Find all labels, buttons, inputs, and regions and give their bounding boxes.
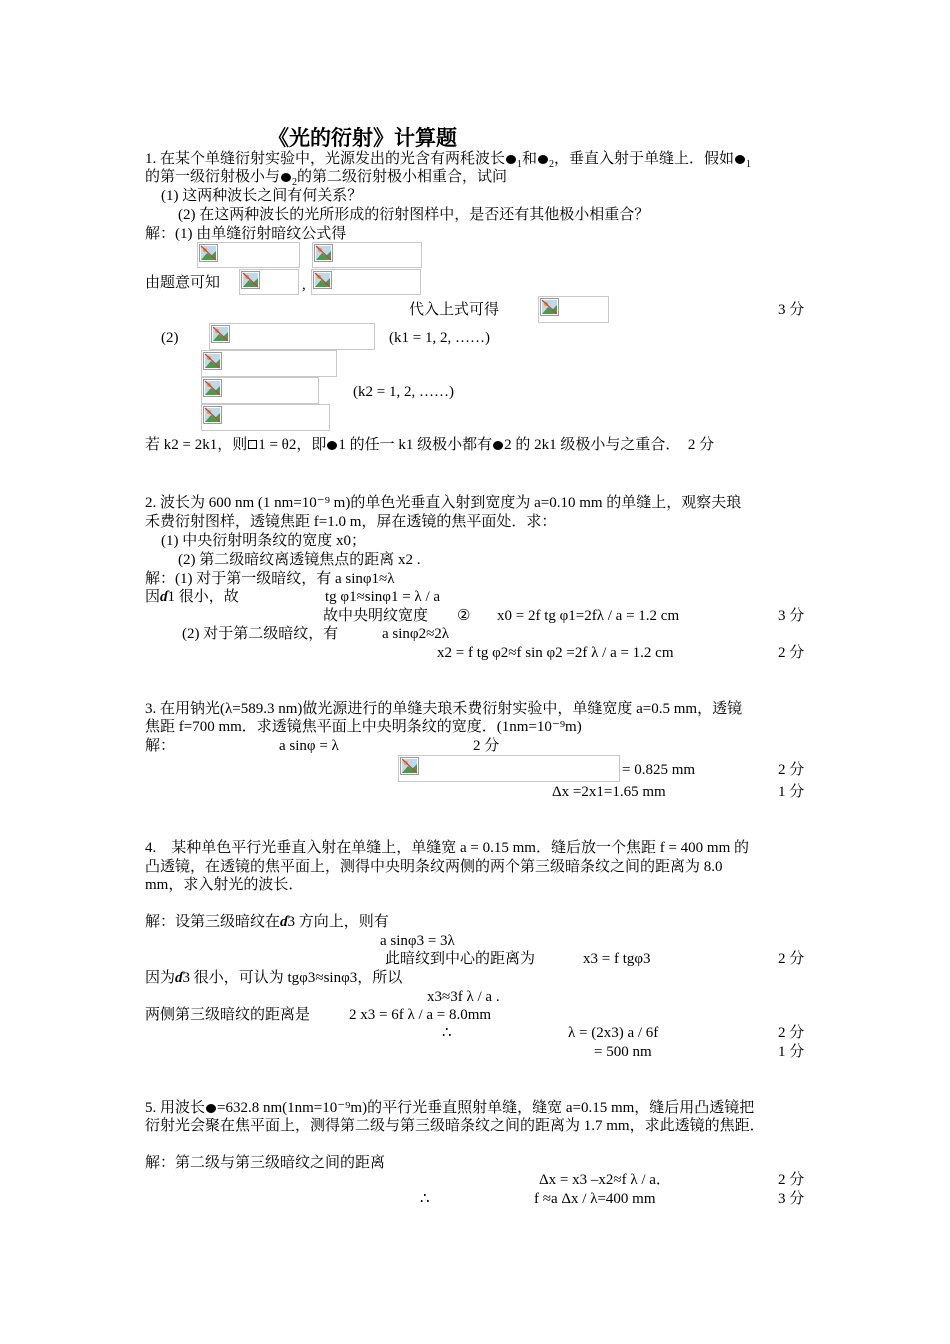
broken-image-icon xyxy=(203,406,222,424)
lambda-glyph-icon xyxy=(206,1104,216,1113)
theta-glyph-icon xyxy=(248,440,257,449)
score: 1 分 xyxy=(778,784,805,800)
broken-image-icon xyxy=(314,244,333,262)
broken-image-icon xyxy=(241,271,260,289)
p1-given-label: 由题意可知 xyxy=(145,275,221,291)
formula-image xyxy=(312,242,422,268)
p1-substitute-label: 代入上式可得 xyxy=(409,302,500,318)
p2-solution-1: 解：(1) 对于第一级暗纹，有 a sinφ1≈λ xyxy=(145,571,395,587)
p4-question-line1: 4. 某种单色平行光垂直入射在单缝上，单缝宽 a = 0.15 mm．缝后放一个焦距 f = 400 mm 的 xyxy=(145,840,749,856)
p3-value: = 0.825 mm xyxy=(622,762,696,778)
formula-image xyxy=(201,404,330,431)
broken-image-icon xyxy=(203,379,222,397)
p1-conclusion: 若 k2 = 2k1，则 1 = θ2，即 1 的任一 k1 级极小都有 2 的 2k1 级极小与之重合． 2 分 xyxy=(145,437,715,453)
lambda-glyph-icon xyxy=(735,155,745,164)
broken-image-icon xyxy=(211,325,230,343)
lambda-glyph-icon xyxy=(281,173,291,182)
p4-eq1: a sinφ3 = 3λ xyxy=(380,933,455,949)
p2-tg-equation: tg φ1≈sinφ1 = λ / a xyxy=(325,589,441,605)
p1-part1: (1) 这两种波长之间有何关系？ xyxy=(161,188,363,204)
formula-image xyxy=(201,350,337,377)
score: 2 分 xyxy=(778,1172,805,1188)
broken-image-icon xyxy=(313,271,332,289)
broken-image-icon xyxy=(199,244,218,262)
p5-question-line1: 5. 用波长 =632.8 nm(1nm=10⁻⁹m)的平行光垂直照射单缝，缝宽 a=0.15 mm，缝后用凸透镜把 xyxy=(145,1100,755,1116)
p3-question-line1: 3. 在用钠光(λ=589.3 nm)做光源进行的单缝夫琅禾费衍射实验中，单缝宽度 a=0.5 mm，透镜 xyxy=(145,701,743,717)
p5-delta-eq: Δx = x3 –x2≈f λ / a． xyxy=(539,1172,671,1188)
p1-solution-1: 解：(1) 由单缝衍射暗纹公式得 xyxy=(145,226,347,242)
phi-glyph-icon: ɗ xyxy=(160,589,168,605)
p3-question-line2: 焦距 f=700 mm．求透镜焦平面上中央明条纹的宽度．(1nm=10⁻⁹m) xyxy=(145,719,582,735)
score: 1 分 xyxy=(778,1044,805,1060)
therefore-symbol: ∴ xyxy=(420,1191,430,1207)
p1-question-line2: 的第一级衍射极小与 $_2$的第二级衍射极小相重合，试问 xyxy=(145,169,508,188)
formula-image xyxy=(398,755,620,782)
p2-solution-2-eq: a sinφ2≈2λ xyxy=(382,626,450,642)
p2-part2: (2) 第二级暗纹离透镜焦点的距离 x2 . xyxy=(178,552,421,568)
p4-question-line2: 凸透镜，在透镜的焦平面上，测得中央明条纹两侧的两个第三级暗条纹之间的距离为 8.0 xyxy=(145,859,723,875)
p4-distance-eq: x3 = f tgφ3 xyxy=(583,951,651,967)
p3-delta: Δx =2x1=1.65 mm xyxy=(552,784,666,800)
phi-glyph-icon: ɗ xyxy=(175,970,183,986)
formula-image xyxy=(239,269,299,295)
p5-f-eq: f ≈a Δx / λ=400 mm xyxy=(534,1191,656,1207)
therefore-symbol: ∴ xyxy=(442,1025,452,1041)
p1-comma: , xyxy=(302,277,306,293)
p2-because: 因ɗ1 很小，故 xyxy=(145,589,239,605)
delta-glyph-icon: ② xyxy=(457,608,471,624)
p5-question-line2: 衍射光会聚在焦平面上，测得第二级与第三级暗条纹之间的距离为 1.7 mm，求此透镜的焦距． xyxy=(145,1118,765,1134)
p3-solution-eq: a sinφ = λ xyxy=(279,738,339,754)
p4-question-line3: mm，求入射光的波长． xyxy=(145,877,304,893)
broken-image-icon xyxy=(540,298,559,316)
formula-image xyxy=(209,323,375,350)
score: 3 分 xyxy=(778,302,805,318)
score: 2 分 xyxy=(778,645,805,661)
p4-solution-1: 解：设第三级暗纹在ɗ3 方向上，则有 xyxy=(145,914,389,930)
p2-width-label: 故中央明纹宽度 xyxy=(323,608,429,624)
broken-image-icon xyxy=(400,757,419,775)
page-title: 《光的衍射》计算题 xyxy=(268,126,457,150)
score: 3 分 xyxy=(778,1191,805,1207)
p4-distance-label: 此暗纹到中心的距离为 xyxy=(385,951,536,967)
score: 2 分 xyxy=(778,951,805,967)
p4-both-eq: 2 x3 = 6f λ / a = 8.0mm xyxy=(349,1007,492,1023)
formula-image xyxy=(538,296,609,323)
p4-because: 因为ɗ3 很小，可认为 tgφ3≈sinφ3，所以 xyxy=(145,970,403,986)
formula-image xyxy=(197,242,300,268)
p2-question-line1: 2. 波长为 600 nm (1 nm=10⁻⁹ m)的单色光垂直入射到宽度为 a=0.10 mm 的单缝上，观察夫琅 xyxy=(145,495,742,511)
p4-lambda-eq: λ = (2x3) a / 6f xyxy=(568,1025,659,1041)
lambda-glyph-icon xyxy=(506,155,516,164)
p3-solution-label: 解： xyxy=(145,738,176,754)
score: 3 分 xyxy=(778,608,805,624)
p1-k2-range: (k2 = 1, 2, ……) xyxy=(353,384,454,400)
p5-solution-1: 解：第二级与第三级暗纹之间的距离 xyxy=(145,1155,386,1171)
score: 2 分 xyxy=(473,738,500,754)
p4-approx: x3≈3f λ / a . xyxy=(427,989,500,1005)
lambda-glyph-icon xyxy=(538,155,548,164)
p2-part1: (1) 中央衍射明条纹的宽度 x0； xyxy=(161,533,366,549)
lambda-glyph-icon xyxy=(327,441,337,450)
p2-question-line2: 禾费衍射图样，透镜焦距 f=1.0 m，屏在透镜的焦平面处．求： xyxy=(145,514,557,530)
p2-solution-2: (2) 对于第二级暗纹，有 xyxy=(182,626,339,642)
score: 2 分 xyxy=(778,1025,805,1041)
p1-part2: (2) 在这两种波长的光所形成的衍射图样中，是否还有其他极小相重合？ xyxy=(178,207,650,223)
p2-x2-equation: x2 = f tg φ2≈f sin φ2 =2f λ / a = 1.2 cm xyxy=(437,645,674,661)
p1-part2-label: (2) xyxy=(161,330,179,346)
lambda-glyph-icon xyxy=(493,441,503,450)
p4-result: = 500 nm xyxy=(594,1044,652,1060)
formula-image xyxy=(201,377,319,404)
p4-both-label: 两侧第三级暗纹的距离是 xyxy=(145,1007,311,1023)
formula-image xyxy=(311,269,421,295)
p1-k1-range: (k1 = 1, 2, ……) xyxy=(389,330,490,346)
p2-width-equation: x0 = 2f tg φ1=2fλ / a = 1.2 cm xyxy=(497,608,680,624)
phi-glyph-icon: ɗ xyxy=(280,914,288,930)
broken-image-icon xyxy=(203,352,222,370)
score: 2 分 xyxy=(778,762,805,778)
p1-question-line1: 1. 在某个单缝衍射实验中，光源发出的光含有两秏波长 $_1$和 $_2$，垂直入射于单缝上．假如 $_1$ xyxy=(145,151,752,170)
